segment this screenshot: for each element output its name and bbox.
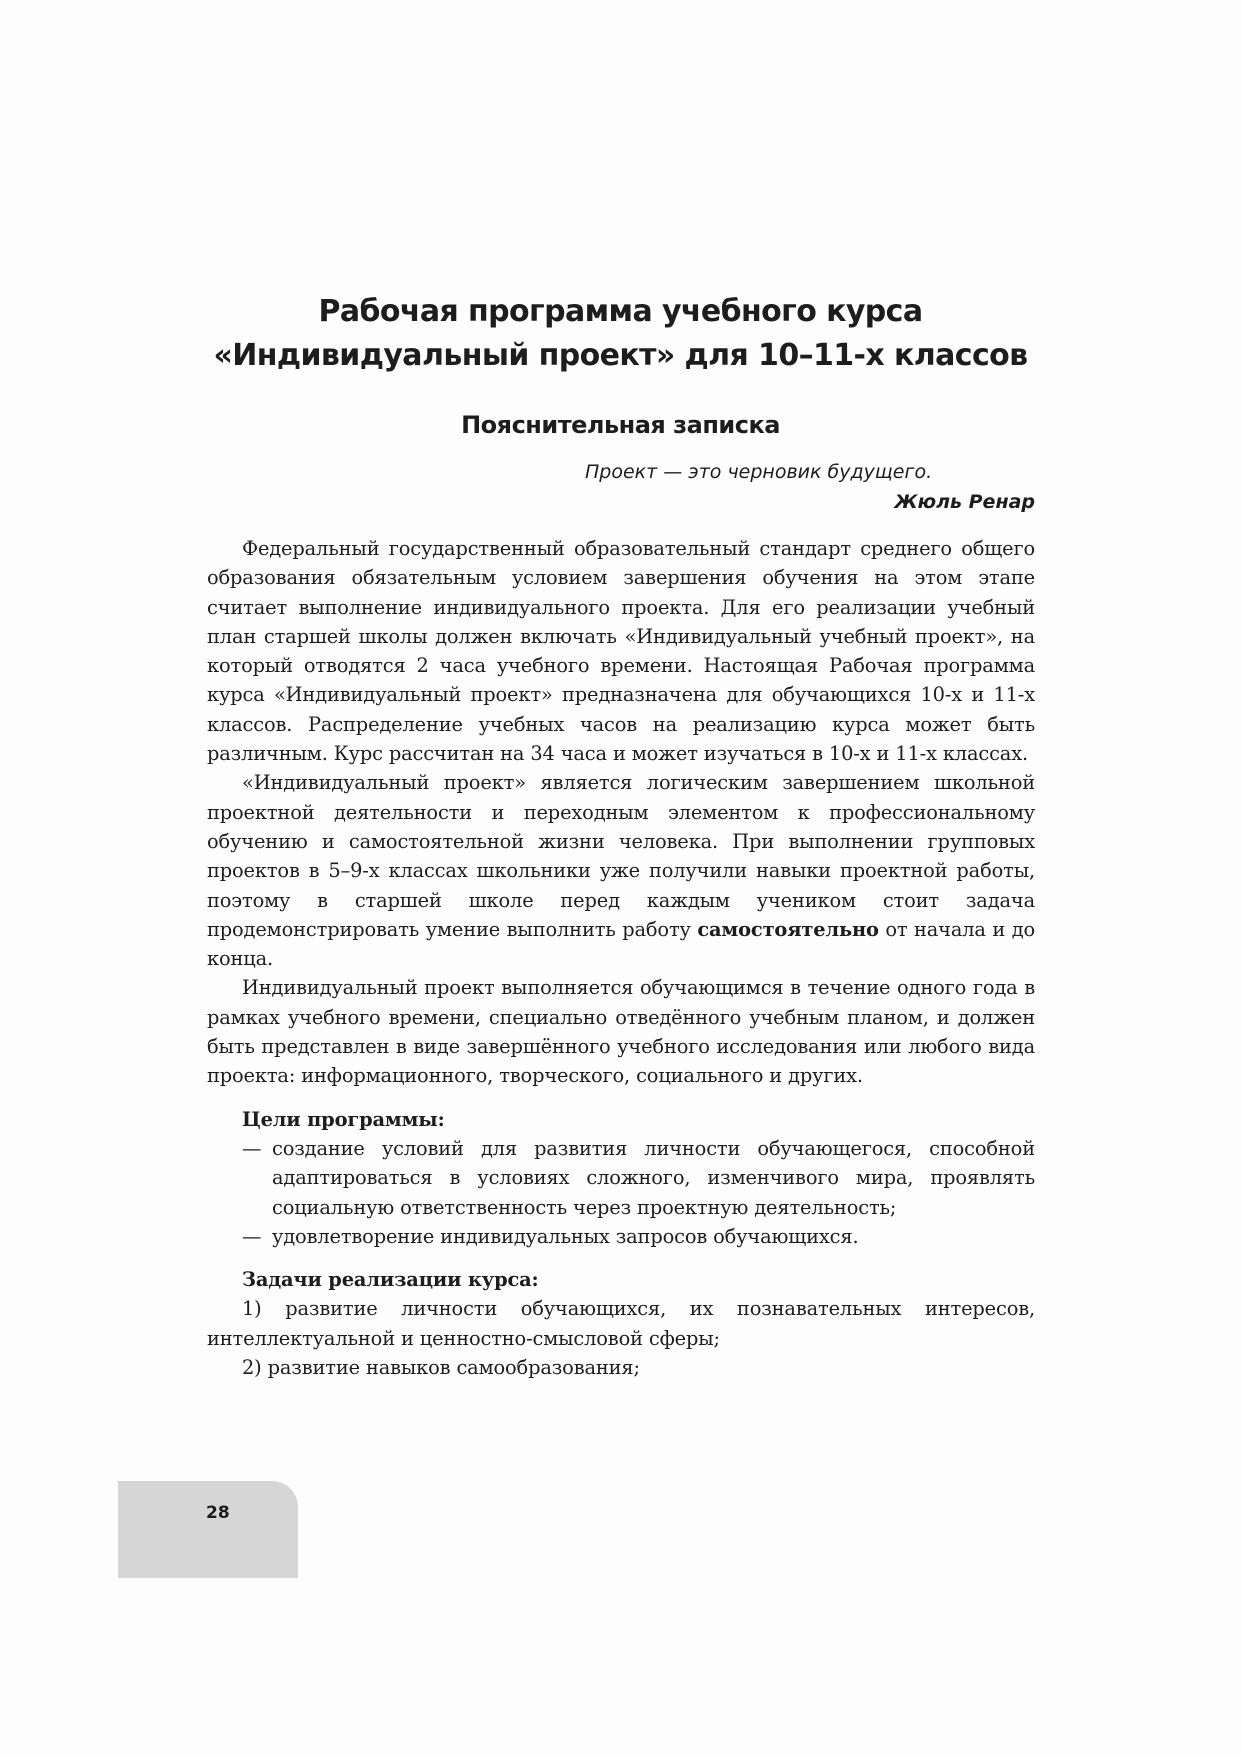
task-item-1: 1) развитие личности обучающихся, их познавательных интересов, интеллектуальной и ценностно-смысловой сферы;	[207, 1297, 1035, 1350]
dash-bullet: —	[242, 1136, 262, 1160]
paragraph-2-bold: самостоятельно	[697, 917, 879, 941]
goals-heading: Цели программы:	[242, 1107, 445, 1131]
page-number: 28	[206, 1503, 230, 1523]
page-title	[0, 290, 1241, 378]
paragraph-1: Федеральный государственный образовательный стандарт среднего общего образования обязательным условием завершения обучения на этом этапе считает выполнение индивидуального проекта. Для его реализации учебный план старшей школы должен включать «Индивидуальный учебный проект», на который отводятся 2 часа учебного времени. Настоящая Рабочая программа курса «Индивидуальный проект» предназначена для обучающихся 10-х и 11-х классов. Распределение учебных часов на реализацию курса может быть различным. Курс рассчитан на 34 часа и может изучаться в 10-х и 11-х классах.	[207, 537, 1035, 766]
page-number-tab	[118, 1481, 298, 1578]
task-item-2: 2) развитие навыков самообразования;	[242, 1356, 640, 1380]
paragraph-2-text: «Индивидуальный проект» является логическим завершением школьной проектной деятельности и переходным элементом к профессиональному обучению и самостоятельной жизни человека. При выполнении групповых проектов в 5–9-х классах школьники уже получили навыки проектной работы, поэтому в старшей школе перед каждым учеником стоит задача продемонстрировать умение выполнить работу	[207, 771, 1035, 941]
paragraph-2-tail: от начала и до конца.	[207, 917, 1036, 971]
paragraph-3: Индивидуальный проект выполняется обучающимся в течение одного года в рамках учебного времени, специально отведённого учебным планом, и должен быть представлен в виде завершённого учебного исследования или любого вида проекта: информационного, творческого, социального и других.	[207, 976, 1035, 1088]
paragraph-2	[207, 768, 1035, 973]
tasks-heading: Задачи реализации курса:	[242, 1268, 539, 1292]
goal-item-2-text: удовлетворение индивидуальных запросов обучающихся.	[272, 1224, 859, 1248]
section-subtitle: Пояснительная записка	[461, 411, 780, 439]
body-text	[207, 534, 1035, 1382]
title-line-1: Рабочая программа учебного курса	[318, 294, 923, 329]
goal-item-1	[207, 1134, 1035, 1222]
dash-bullet: —	[242, 1224, 262, 1248]
goal-item-1-text: создание условий для развития личности обучающегося, способной адаптироваться в условиях сложного, изменчивого мира, проявлять социальную ответственность через проектную деятельность;	[272, 1136, 1035, 1219]
epigraph-author: Жюль Ренар	[894, 491, 1035, 513]
title-line-2: «Индивидуальный проект» для 10–11-х классов	[213, 338, 1028, 373]
goal-item-2	[207, 1222, 1035, 1251]
epigraph-quote: Проект — это черновик будущего.	[585, 461, 933, 483]
